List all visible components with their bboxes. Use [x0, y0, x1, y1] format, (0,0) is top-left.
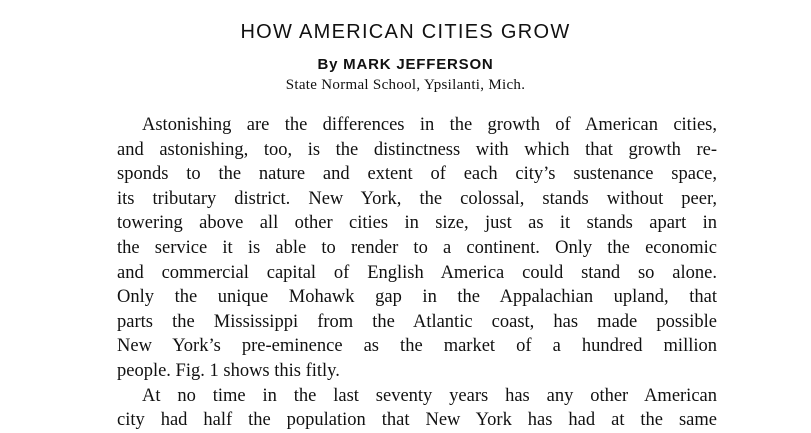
text-line: the service it is able to render to a continent. Only the economic: [117, 237, 717, 258]
text-line: its tributary district. New York, the colossal, stands without peer,: [117, 188, 717, 209]
article-title: HOW AMERICAN CITIES GROW: [240, 21, 571, 43]
text-line: New York’s pre-eminence as the market of a hundred million: [117, 336, 717, 357]
author-byline: By MARK JEFFERSON: [317, 56, 494, 73]
text-line: sponds to the nature and extent of each city’s sustenance space,: [117, 164, 717, 185]
text-line: city had half the population that New York has had at the same: [117, 410, 717, 431]
author-affiliation: State Normal School, Ypsilanti, Mich.: [285, 77, 526, 93]
text-line: At no time in the last seventy years has any other American: [142, 385, 717, 406]
text-line: Astonishing are the differences in the growth of American cities,: [142, 115, 717, 135]
text-line: people. Fig. 1 shows this fitly.: [117, 360, 340, 381]
article-body: [117, 113, 717, 433]
text-line: and commercial capital of English America could stand so alone.: [117, 262, 717, 283]
text-line: and astonishing, too, is the distinctness with which that growth re-: [117, 139, 717, 160]
text-line: Only the unique Mohawk gap in the Appalachian upland, that: [117, 287, 717, 308]
text-line: towering above all other cities in size, just as it stands apart in: [117, 213, 717, 234]
text-line: parts the Mississippi from the Atlantic coast, has made possible: [117, 311, 717, 332]
